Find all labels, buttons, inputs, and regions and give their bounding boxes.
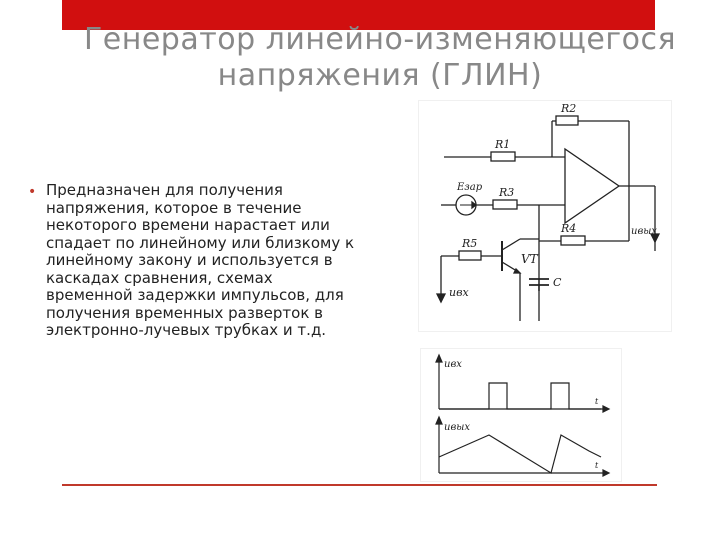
output-sawtooth — [439, 435, 601, 473]
bottom-divider — [62, 484, 657, 486]
opamp-icon — [565, 149, 619, 223]
bullet-icon: • — [28, 184, 37, 200]
label-r5: R5 — [462, 237, 478, 250]
label-r4: R4 — [561, 222, 577, 235]
resistor-r2 — [556, 116, 578, 125]
circuit-diagram — [418, 100, 672, 332]
bullet-list — [28, 182, 358, 340]
label-ebias: Eзар — [457, 182, 483, 193]
resistor-r1 — [491, 152, 515, 161]
resistor-r3 — [493, 200, 517, 209]
input-pulses — [439, 383, 601, 409]
timing-label-t2: t — [595, 461, 599, 470]
label-r1: R1 — [495, 138, 511, 151]
timing-diagram — [420, 348, 622, 482]
label-uin: uвх — [449, 286, 469, 299]
title-line-2: напряжения (ГЛИН) — [217, 58, 543, 93]
resistor-r5 — [459, 251, 481, 260]
label-r2: R2 — [561, 102, 577, 115]
timing-label-t1: t — [595, 397, 599, 406]
bullet-text: Предназначен для получения напряжения, которое в течение некоторого времени нарастает или спадает по линейному или близкому к линейному закону и используется в каскадах сравнения, схемах временной задержки импульсов, для получения временных разверток в электронно-лучевых трубках и т.д. — [46, 181, 355, 339]
timing-label-uout: uвых — [444, 422, 471, 433]
resistor-r4 — [561, 236, 585, 245]
label-r3: R3 — [499, 186, 515, 199]
label-uout: uвых — [631, 226, 658, 237]
input-arrow-icon — [437, 294, 445, 302]
title-line-1: Генератор линейно-изменяющегося — [83, 22, 677, 57]
label-vt: VT — [521, 252, 538, 266]
label-c: C — [553, 276, 562, 289]
slide-title — [60, 22, 700, 94]
timing-label-uin: uвх — [444, 359, 462, 370]
